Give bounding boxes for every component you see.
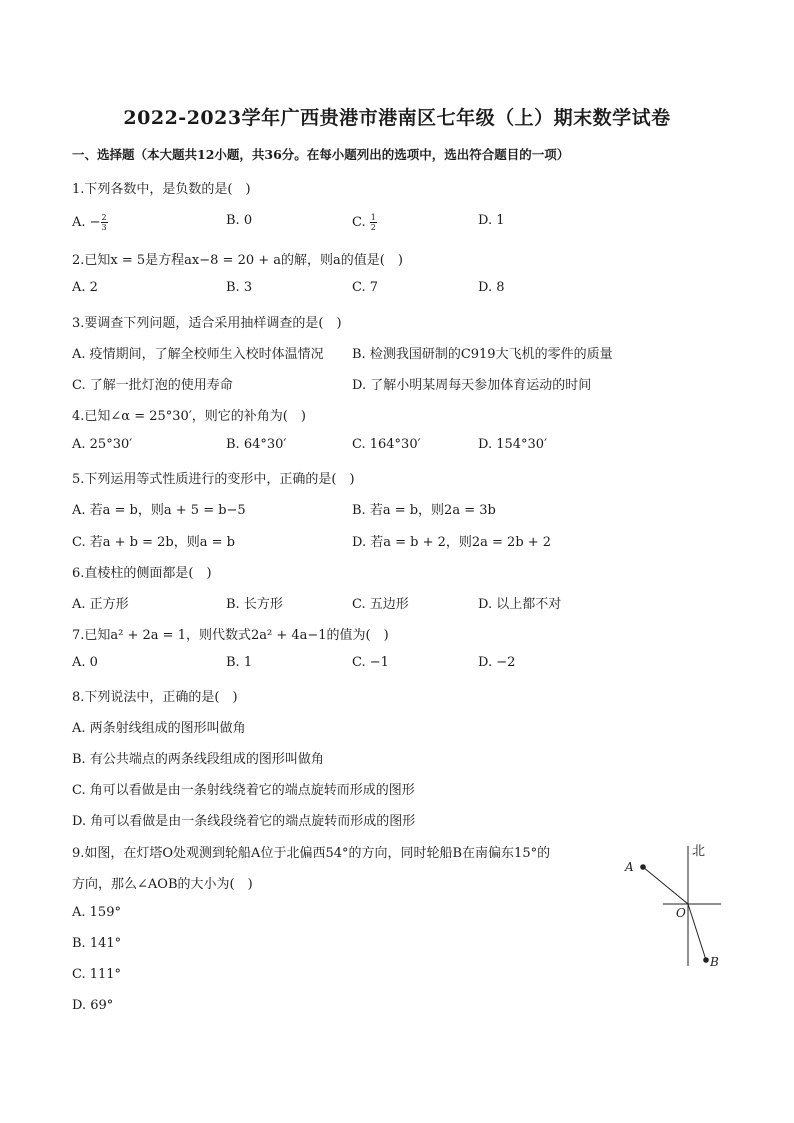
question-9-option-c: C. 111° (72, 967, 122, 982)
question-6-stem: 6.直棱柱的侧面都是( ) (72, 566, 212, 581)
question-4-option-a: A. 25°30′ (72, 437, 133, 452)
point-b-label: B (710, 955, 719, 969)
question-6-option-b: B. 长方形 (226, 597, 283, 612)
section-heading: 一、选择题（本大题共12小题，共36分。在每小题列出的选项中，选出符合题目的一项） (72, 147, 570, 162)
question-1-option-a (72, 213, 108, 232)
question-4-option-c: C. 164°30′ (352, 437, 421, 452)
question-9-option-b: B. 141° (72, 936, 122, 951)
question-6-option-c: C. 五边形 (352, 597, 409, 612)
question-9-option-d: D. 69° (72, 998, 114, 1013)
fraction (370, 213, 377, 232)
question-7-option-d: D. −2 (478, 655, 516, 670)
question-6-option-a: A. 正方形 (72, 597, 129, 612)
question-8-option-d: D. 角可以看做是由一条线段绕着它的端点旋转而形成的图形 (72, 814, 416, 829)
fraction-denominator: 3 (101, 223, 107, 232)
question-9-stem-line-2: 方向，那么∠AOB的大小为( ) (72, 877, 253, 892)
question-5-stem: 5.下列运用等式性质进行的变形中，正确的是( ) (72, 472, 355, 487)
question-1-option-a-prefix: A. − (72, 215, 101, 230)
question-5-option-a: A. 若a = b，则a + 5 = b−5 (72, 503, 246, 518)
question-7-stem: 7.已知a² + 2a = 1，则代数式2a² + 4a−1的值为( ) (72, 628, 389, 643)
question-7-option-b: B. 1 (226, 655, 253, 670)
fraction (101, 213, 108, 232)
point-a-label: A (625, 860, 634, 874)
ray-oa (643, 867, 688, 904)
question-3-option-c: C. 了解一批灯泡的使用寿命 (72, 378, 233, 393)
fraction-numerator: 2 (101, 213, 107, 222)
exam-title: 2022-2023学年广西贵港市港南区七年级（上）期末数学试卷 (123, 107, 671, 129)
question-8-option-b: B. 有公共端点的两条线段组成的图形叫做角 (72, 752, 324, 767)
question-3-option-d: D. 了解小明某周每天参加体育运动的时间 (352, 378, 592, 393)
question-1-option-c-prefix: C. (352, 215, 370, 230)
question-4-option-d: D. 154°30′ (478, 437, 548, 452)
question-8-option-c: C. 角可以看做是由一条射线绕着它的端点旋转而形成的图形 (72, 783, 415, 798)
question-7-option-c: C. −1 (352, 655, 389, 670)
question-1-option-b: B. 0 (226, 213, 253, 228)
question-5-option-b: B. 若a = b，则2a = 3b (352, 503, 496, 518)
question-2-option-d: D. 8 (478, 280, 505, 295)
question-5-option-c: C. 若a + b = 2b，则a = b (72, 535, 235, 550)
ray-ob (688, 904, 706, 960)
question-3-stem: 3.要调查下列问题，适合采用抽样调查的是( ) (72, 316, 342, 331)
question-5-option-d: D. 若a = b + 2，则2a = 2b + 2 (352, 535, 552, 550)
question-9-stem-line-1: 9.如图，在灯塔O处观测到轮船A位于北偏西54°的方向，同时轮船B在南偏东15°的 (72, 846, 551, 861)
question-7-option-a: A. 0 (72, 655, 98, 670)
question-3-option-b: B. 检测我国研制的C919大飞机的零件的质量 (352, 347, 613, 362)
question-2-stem: 2.已知x = 5是方程ax−8 = 20 + a的解，则a的值是( ) (72, 253, 403, 268)
question-3-option-a: A. 疫情期间，了解全校师生入校时体温情况 (72, 347, 324, 362)
question-1-option-c (352, 213, 377, 232)
question-9-diagram (615, 838, 730, 973)
point-a (640, 864, 646, 870)
fraction-numerator: 1 (370, 213, 376, 222)
question-2-option-c: C. 7 (352, 280, 379, 295)
fraction-denominator: 2 (370, 223, 376, 232)
question-6-option-d: D. 以上都不对 (478, 597, 562, 612)
question-4-stem: 4.已知∠α = 25°30′，则它的补角为( ) (72, 409, 306, 424)
question-2-option-a: A. 2 (72, 280, 98, 295)
question-9-option-a: A. 159° (72, 905, 121, 920)
question-2-option-b: B. 3 (226, 280, 253, 295)
point-o-label: O (676, 906, 686, 920)
question-8-stem: 8.下列说法中，正确的是( ) (72, 690, 238, 705)
point-b (703, 957, 709, 963)
question-4-option-b: B. 64°30′ (226, 437, 287, 452)
north-label: 北 (692, 844, 706, 859)
question-8-option-a: A. 两条射线组成的图形叫做角 (72, 721, 246, 736)
question-1-stem: 1.下列各数中，是负数的是( ) (72, 182, 251, 197)
question-1-option-d: D. 1 (478, 213, 505, 228)
